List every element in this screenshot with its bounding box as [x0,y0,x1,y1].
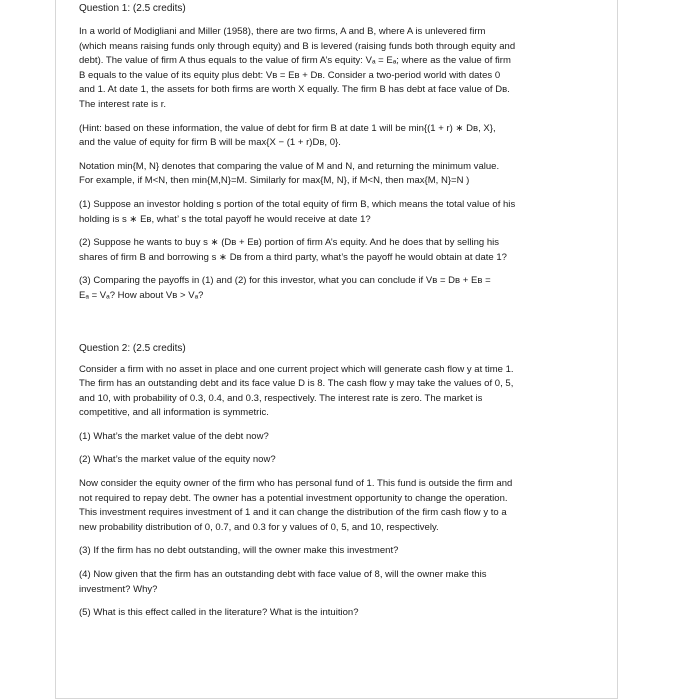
question-1-notation [79,160,591,189]
text-line: competitive, and all information is symmetric. [79,407,269,419]
text-line: (2) Suppose he wants to buy s ∗ (Dʙ + Eʙ) portion of firm A’s equity. And he does that by selling his [79,237,500,249]
text-line: Eₐ = Vₐ? How about Vʙ > Vₐ? [79,289,204,301]
text-line: (which means raising funds only through equity) and B is levered (raising funds both through equity and [79,40,516,52]
text-line: In a world of Modigliani and Miller (1958), there are two firms, A and B, where A is unlevered firm [79,26,486,37]
text-line: This investment requires investment of 1 and it can change the distribution of the firm cash flow y to a [79,507,507,519]
question-2-part-1 [79,430,591,445]
text-line: and 1. At date 1, the assets for both firms are worth X equally. The firm B has debt at face value of Dʙ. [79,84,510,96]
question-1-intro [79,25,591,113]
question-2-part-3 [79,544,591,559]
text-line: (2) What’s the market value of the equity now? [79,454,276,466]
text-line: investment? Why? [79,583,158,595]
text-line: (Hint: based on these information, the value of debt for firm B at date 1 will be min{(1 + r) ∗ Dʙ, X}, [79,122,496,134]
question-1-part-1 [79,198,591,227]
text-line: (4) Now given that the firm has an outstanding debt with face value of 8, will the owner make this [79,569,487,581]
text-line: and the value of equity for firm B will be max{X − (1 + r)Dʙ, 0}. [79,137,341,149]
question-1-hint [79,122,591,151]
document-body [79,2,591,621]
text-line: The interest rate is r. [79,98,167,110]
text-line: not required to repay debt. The owner has a potential investment opportunity to change the operation. [79,492,508,504]
text-line: holding is s ∗ Eʙ, what’ s the total payoff he would receive at date 1? [79,213,371,225]
question-1-part-3 [79,274,591,303]
question-2-part-4 [79,568,591,597]
question-2-part-5 [79,606,591,621]
text-line: debt). The value of firm A thus equals to the value of firm A’s equity: Vₐ = Eₐ; where as the value of firm [79,55,511,67]
question-1-title: Question 1: (2.5 credits) [79,3,186,14]
question-1-part-2 [79,236,591,265]
text-line: Consider a firm with no asset in place and one current project which will generate cash flow y at time 1. [79,363,514,375]
text-line: B equals to the value of its equity plus debt: Vʙ = Eʙ + Dʙ. Consider a two-period world with dates 0 [79,69,501,81]
text-line: For example, if M<N, then min{M,N}=M. Similarly for max{M, N}, if M<N, then max{M, N}=N ) [79,175,470,187]
question-2-scenario [79,477,591,535]
text-line: (3) Comparing the payoffs in (1) and (2) for this investor, what you can conclude if Vʙ = Dʙ + Eʙ = [79,275,491,287]
text-line: new probability distribution of 0, 0.7, and 0.3 for y values of 0, 5, and 10, respectively. [79,521,439,533]
text-line: (5) What is this effect called in the literature? What is the intuition? [79,607,359,619]
question-2-part-2 [79,453,591,468]
question-2-intro [79,363,591,421]
question-2-title: Question 2: (2.5 credits) [79,342,186,354]
text-line: Now consider the equity owner of the firm who has personal fund of 1. This fund is outside the firm and [79,478,513,490]
text-line: shares of firm B and borrowing s ∗ Dʙ from a third party, what’s the payoff he would obtain at date 1? [79,251,507,263]
text-line: Notation min{M, N} denotes that comparing the value of M and N, and returning the minimum value. [79,160,500,172]
text-line: (3) If the firm has no debt outstanding, will the owner make this investment? [79,545,399,557]
text-line: and 10, with probability of 0.3, 0.4, and 0.3, respectively. The interest rate is zero. The market is [79,392,483,404]
text-line: The firm has an outstanding debt and its face value D is 8. The cash flow y may take the values of 0, 5, [79,378,514,390]
text-line: (1) What’s the market value of the debt now? [79,430,269,442]
text-line: (1) Suppose an investor holding s portion of the total equity of firm B, which means the total value of his [79,198,516,210]
